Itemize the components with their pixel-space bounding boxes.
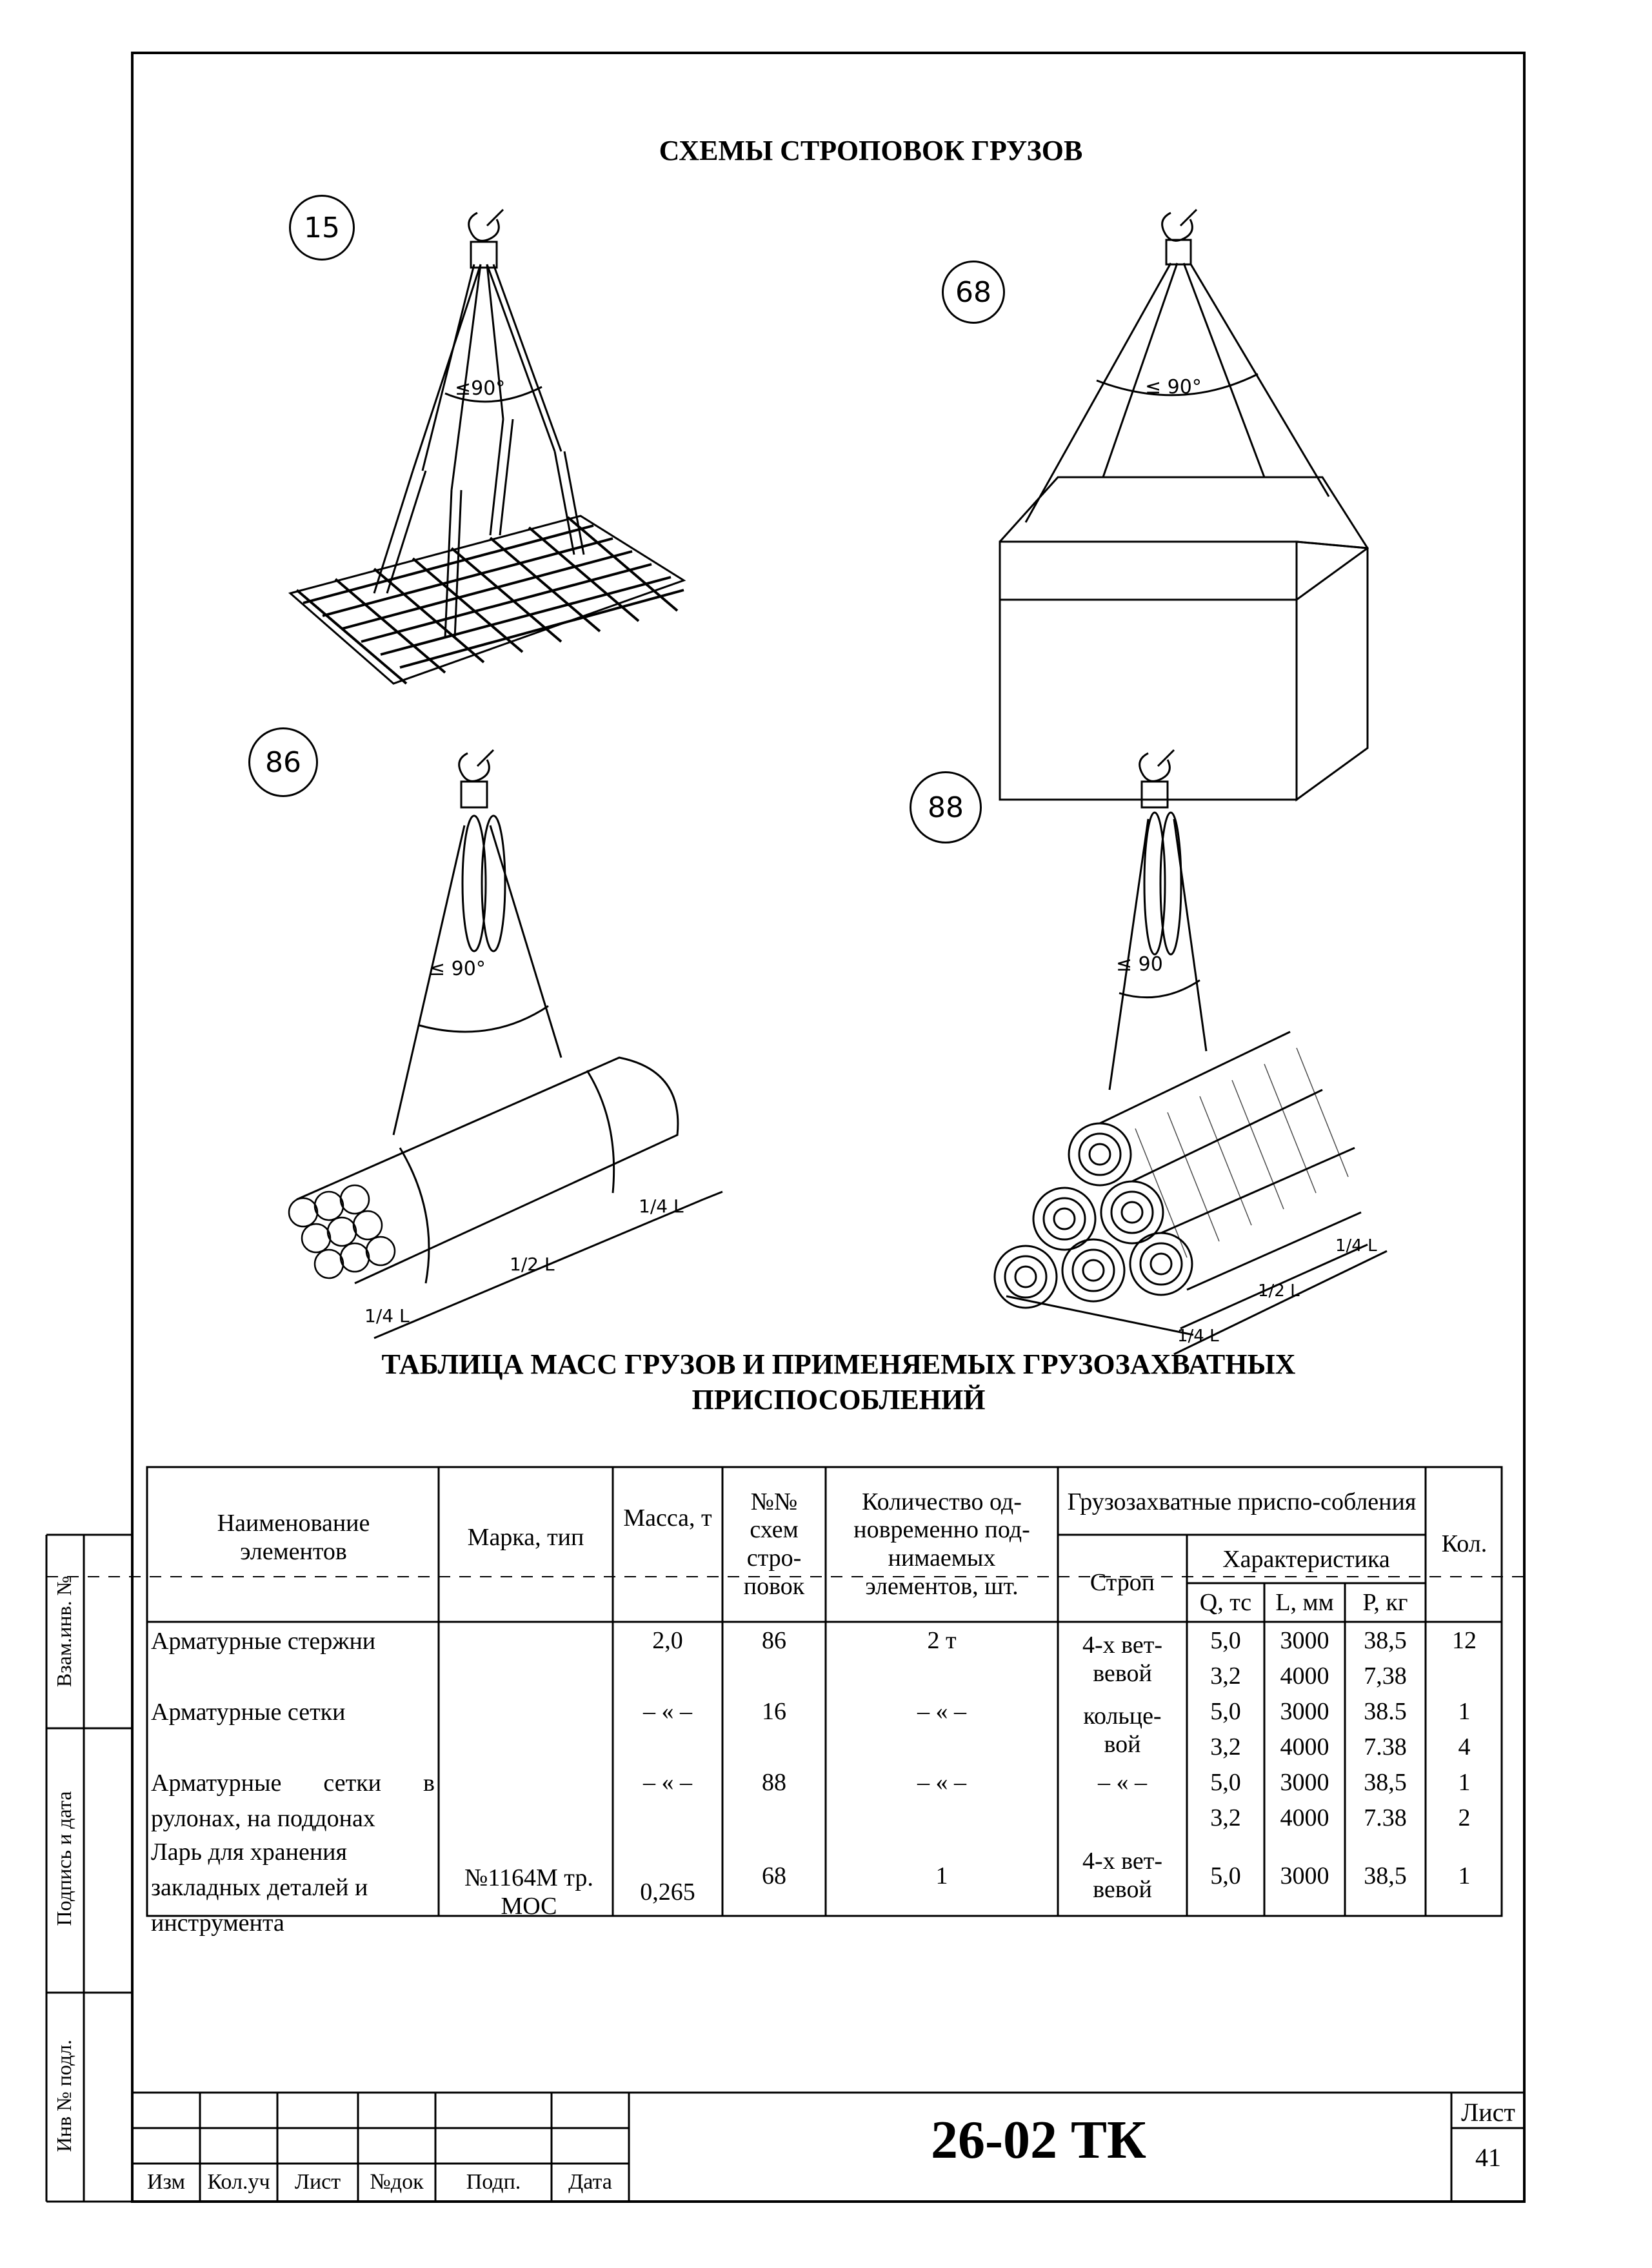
table-row-3-q2: 3,2: [1210, 1804, 1241, 1832]
table-row-2-scheme: 16: [762, 1698, 786, 1726]
stamp-col-data: Дата: [568, 2170, 612, 2194]
table-row-3-count: – « –: [917, 1769, 966, 1797]
table-row-2-qty2: 4: [1458, 1733, 1471, 1761]
table-row-3-q1: 5,0: [1210, 1769, 1241, 1797]
table-row-1-p1: 38,5: [1364, 1627, 1407, 1655]
table-row-2-l1: 3000: [1280, 1698, 1329, 1726]
table-row-4-l1: 3000: [1280, 1862, 1329, 1890]
table-row-1-l2: 4000: [1280, 1662, 1329, 1690]
scheme-number-15: 15: [289, 195, 355, 261]
table-header-count: Количество од-новременно под-нимаемых элементов, шт.: [853, 1488, 1030, 1600]
table-header-mark: Марка, тип: [467, 1524, 584, 1552]
table-row-2-l2: 4000: [1280, 1733, 1329, 1761]
table-row-4-sling: 4-х вет-вевой: [1082, 1848, 1162, 1903]
table-row-1-count: 2 т: [927, 1627, 957, 1655]
table-row-3-qty2: 2: [1458, 1804, 1471, 1832]
table-row-2-qty1: 1: [1458, 1698, 1471, 1726]
table-row-3-l1: 3000: [1280, 1769, 1329, 1797]
table-row-1-name: Арматурные стержни: [151, 1628, 376, 1655]
table-title-line-2: ПРИСПОСОБЛЕНИЙ: [692, 1384, 986, 1415]
table-header-l: L, мм: [1275, 1588, 1334, 1616]
table-row-1-l1: 3000: [1280, 1627, 1329, 1655]
stamp-doc-code: 26-02 ТК: [931, 2110, 1146, 2170]
stamp-sheet-label: Лист: [1461, 2098, 1515, 2127]
scheme-88-quarter-right: 1/4 L: [1335, 1236, 1377, 1256]
scheme-number-68: 68: [942, 261, 1005, 324]
table-row-3-l2: 4000: [1280, 1804, 1329, 1832]
table-header-sling: Строп: [1090, 1569, 1155, 1597]
table-row-3-mass: – « –: [643, 1769, 692, 1797]
table-row-1-scheme: 86: [762, 1627, 786, 1655]
table-row-4-mark: №1164М тр. МОС: [464, 1864, 593, 1920]
table-row-2-name: Арматурные сетки: [151, 1699, 346, 1726]
stamp-col-izm: Изм: [146, 2170, 186, 2194]
table-header-devices: Грузозахватные приспо-собления: [1067, 1488, 1417, 1516]
table-row-4-scheme: 68: [762, 1862, 786, 1890]
table-header-characteristics: Характеристика: [1222, 1546, 1390, 1573]
table-header-q: Q, тс: [1199, 1588, 1252, 1616]
table-row-3-p2: 7.38: [1364, 1804, 1407, 1832]
stamp-col-podp: Подп.: [466, 2170, 521, 2194]
scheme-88-half: 1/2 L: [1258, 1281, 1300, 1301]
table-row-2-q2: 3,2: [1210, 1733, 1241, 1761]
scheme-68-angle: ≤ 90°: [1145, 376, 1202, 399]
side-label-inventory: Инв № подл.: [52, 2039, 75, 2153]
table-row-3-sling: – « –: [1098, 1769, 1147, 1797]
table-row-4-qty1: 1: [1458, 1862, 1471, 1890]
table-row-1-sling: 4-х вет-вевой: [1082, 1632, 1162, 1687]
scheme-86-quarter-left: 1/4 L: [364, 1305, 410, 1326]
table-row-4-name: Ларь для хранения закладных деталей и инструмента: [151, 1839, 368, 1937]
table-row-1-q1: 5,0: [1210, 1627, 1241, 1655]
scheme-15-angle: ≤90°: [455, 377, 506, 400]
table-row-4-q1: 5,0: [1210, 1862, 1241, 1890]
side-label-signature: Подпись и дата: [52, 1791, 75, 1926]
table-header-p: P, кг: [1362, 1588, 1408, 1616]
table-row-2-count: – « –: [917, 1698, 966, 1726]
stamp-col-list: Лист: [294, 2170, 341, 2194]
table-header-qty: Кол.: [1441, 1530, 1488, 1558]
scheme-number-86: 86: [248, 727, 318, 797]
table-header-scheme: №№ схем стро-повок: [743, 1488, 805, 1600]
scheme-86-half: 1/2 L: [510, 1254, 555, 1275]
table-row-3-p1: 38,5: [1364, 1769, 1407, 1797]
table-row-2-p1: 38.5: [1364, 1698, 1407, 1726]
scheme-86-quarter-right: 1/4 L: [639, 1196, 684, 1217]
table-row-4-mass: 0,265: [640, 1878, 695, 1906]
scheme-number-88: 88: [910, 771, 982, 843]
scheme-86-angle: ≤ 90°: [429, 958, 486, 980]
table-header-mass: Масса, т: [623, 1504, 712, 1532]
table-row-2-p2: 7.38: [1364, 1733, 1407, 1761]
stamp-col-koluch: Кол.уч: [207, 2170, 270, 2194]
table-row-3-name: Арматурные сетки в рулонах, на поддонах: [151, 1770, 435, 1833]
table-header-name: Наименование элементов: [217, 1510, 370, 1565]
table-title-line-1: ТАБЛИЦА МАСС ГРУЗОВ И ПРИМЕНЯЕМЫХ ГРУЗОЗАХВАТНЫХ: [381, 1348, 1296, 1380]
table-row-2-sling: кольце-вой: [1083, 1702, 1162, 1758]
table-row-2-q1: 5,0: [1210, 1698, 1241, 1726]
stamp-sheet-number: 41: [1475, 2143, 1501, 2172]
table-row-1-qty: 12: [1452, 1627, 1477, 1655]
table-row-1-q2: 3,2: [1210, 1662, 1241, 1690]
table-row-1-p2: 7,38: [1364, 1662, 1407, 1690]
table-row-2-mass: – « –: [643, 1698, 692, 1726]
table-row-4-count: 1: [935, 1862, 948, 1890]
table-row-1-mass: 2,0: [652, 1627, 683, 1655]
scheme-88-angle: ≤ 90: [1116, 953, 1163, 976]
table-row-3-scheme: 88: [762, 1769, 786, 1797]
side-label-replace: Взам.инв. №: [52, 1575, 75, 1688]
table-row-3-qty1: 1: [1458, 1769, 1471, 1797]
page-title: СХЕМЫ СТРОПОВОК ГРУЗОВ: [659, 135, 1083, 166]
scheme-88-quarter-left: 1/4 L: [1177, 1326, 1219, 1346]
table-row-4-p1: 38,5: [1364, 1862, 1407, 1890]
stamp-col-ndok: №док: [370, 2170, 424, 2194]
